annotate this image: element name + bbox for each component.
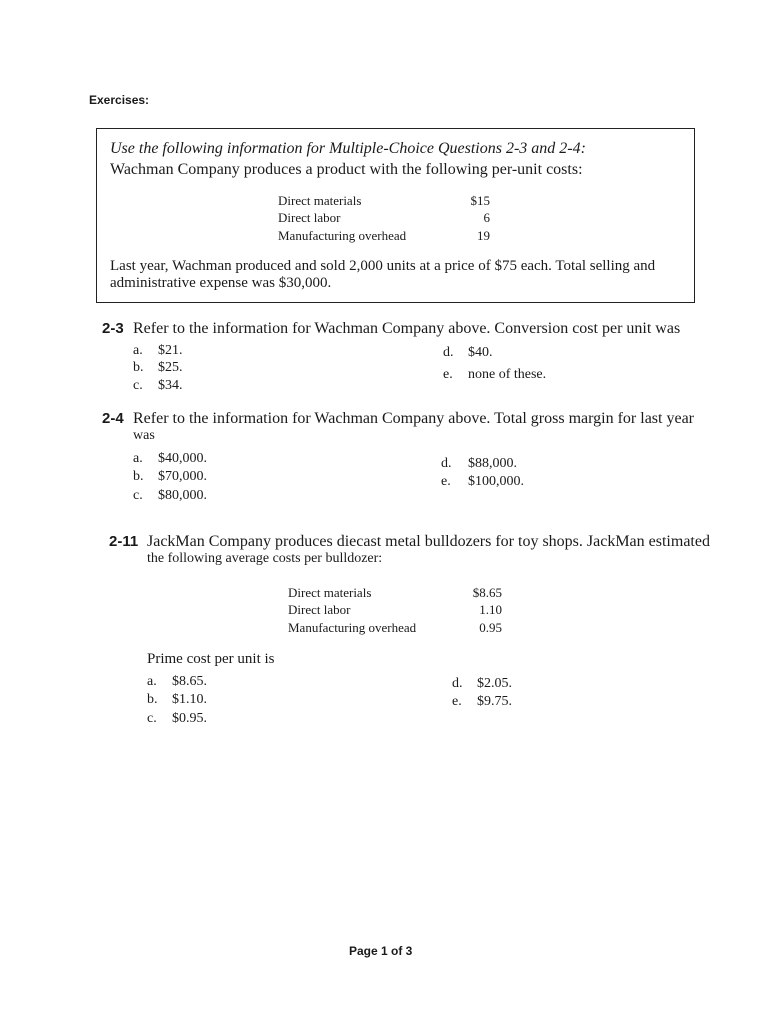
option-text: $2.05. [477, 676, 512, 691]
option-text: $70,000. [158, 469, 207, 484]
question-text-2-11-line1: JackMan Company produces diecast metal bulldozers for toy shops. JackMan estimated [147, 533, 710, 550]
question-text-2-4-line1: Refer to the information for Wachman Company above. Total gross margin for last year [133, 410, 694, 427]
cost-label-direct-labor: Direct labor [278, 210, 341, 225]
page-footer: Page 1 of 3 [349, 944, 413, 958]
cost-label-direct-materials: Direct materials [278, 193, 362, 208]
option-letter: e. [452, 694, 462, 709]
option-text: $9.75. [477, 694, 512, 709]
question-number-2-11: 2-11 [109, 533, 139, 550]
cost-value-direct-materials: $15 [470, 193, 490, 208]
option-letter: b. [133, 360, 144, 375]
option-letter: b. [133, 469, 144, 484]
question-text-2-11-line2: the following average costs per bulldozer: [147, 551, 383, 566]
option-text: $21. [158, 343, 183, 358]
option-text: $88,000. [468, 456, 517, 471]
question-text-2-4-line2: was [133, 428, 155, 443]
option-letter: e. [443, 367, 453, 382]
info-box-footer-line1: Last year, Wachman produced and sold 2,000 units at a price of $75 each. Total selling and [110, 258, 656, 274]
option-letter: c. [133, 378, 143, 393]
exercises-heading: Exercises: [89, 93, 150, 107]
cost-label-direct-materials: Direct materials [288, 585, 372, 600]
option-letter: d. [441, 456, 452, 471]
option-letter: a. [133, 343, 143, 358]
cost-value-manufacturing-overhead: 19 [477, 228, 490, 243]
cost-value-direct-labor: 6 [483, 210, 490, 225]
cost-value-direct-materials: $8.65 [472, 585, 502, 600]
question-prompt-2-11: Prime cost per unit is [147, 651, 275, 667]
option-letter: b. [147, 692, 158, 707]
option-letter: c. [147, 711, 157, 726]
cost-label-manufacturing-overhead: Manufacturing overhead [288, 620, 417, 635]
option-letter: c. [133, 488, 143, 503]
info-box-title: Use the following information for Multiple-Choice Questions 2-3 and 2-4: [110, 140, 586, 157]
option-text: $40,000. [158, 451, 207, 466]
question-number-2-3: 2-3 [102, 320, 124, 337]
question-number-2-4: 2-4 [102, 410, 124, 427]
cost-label-manufacturing-overhead: Manufacturing overhead [278, 228, 407, 243]
option-text: $0.95. [172, 711, 207, 726]
option-letter: a. [147, 674, 157, 689]
cost-value-direct-labor: 1.10 [479, 602, 502, 617]
question-text-2-3: Refer to the information for Wachman Company above. Conversion cost per unit was [133, 320, 681, 337]
cost-value-manufacturing-overhead: 0.95 [479, 620, 502, 635]
option-letter: d. [443, 345, 454, 360]
option-letter: a. [133, 451, 143, 466]
option-text: $100,000. [468, 474, 524, 489]
option-text: $1.10. [172, 692, 207, 707]
cost-label-direct-labor: Direct labor [288, 602, 351, 617]
info-box-footer-line2: administrative expense was $30,000. [110, 275, 332, 291]
option-letter: e. [441, 474, 451, 489]
option-letter: d. [452, 676, 463, 691]
option-text: $25. [158, 360, 183, 375]
option-text: $34. [158, 378, 183, 393]
info-box-intro: Wachman Company produces a product with the following per-unit costs: [110, 161, 583, 178]
option-text: $8.65. [172, 674, 207, 689]
option-text: $80,000. [158, 488, 207, 503]
option-text: none of these. [468, 367, 547, 382]
option-text: $40. [468, 345, 493, 360]
